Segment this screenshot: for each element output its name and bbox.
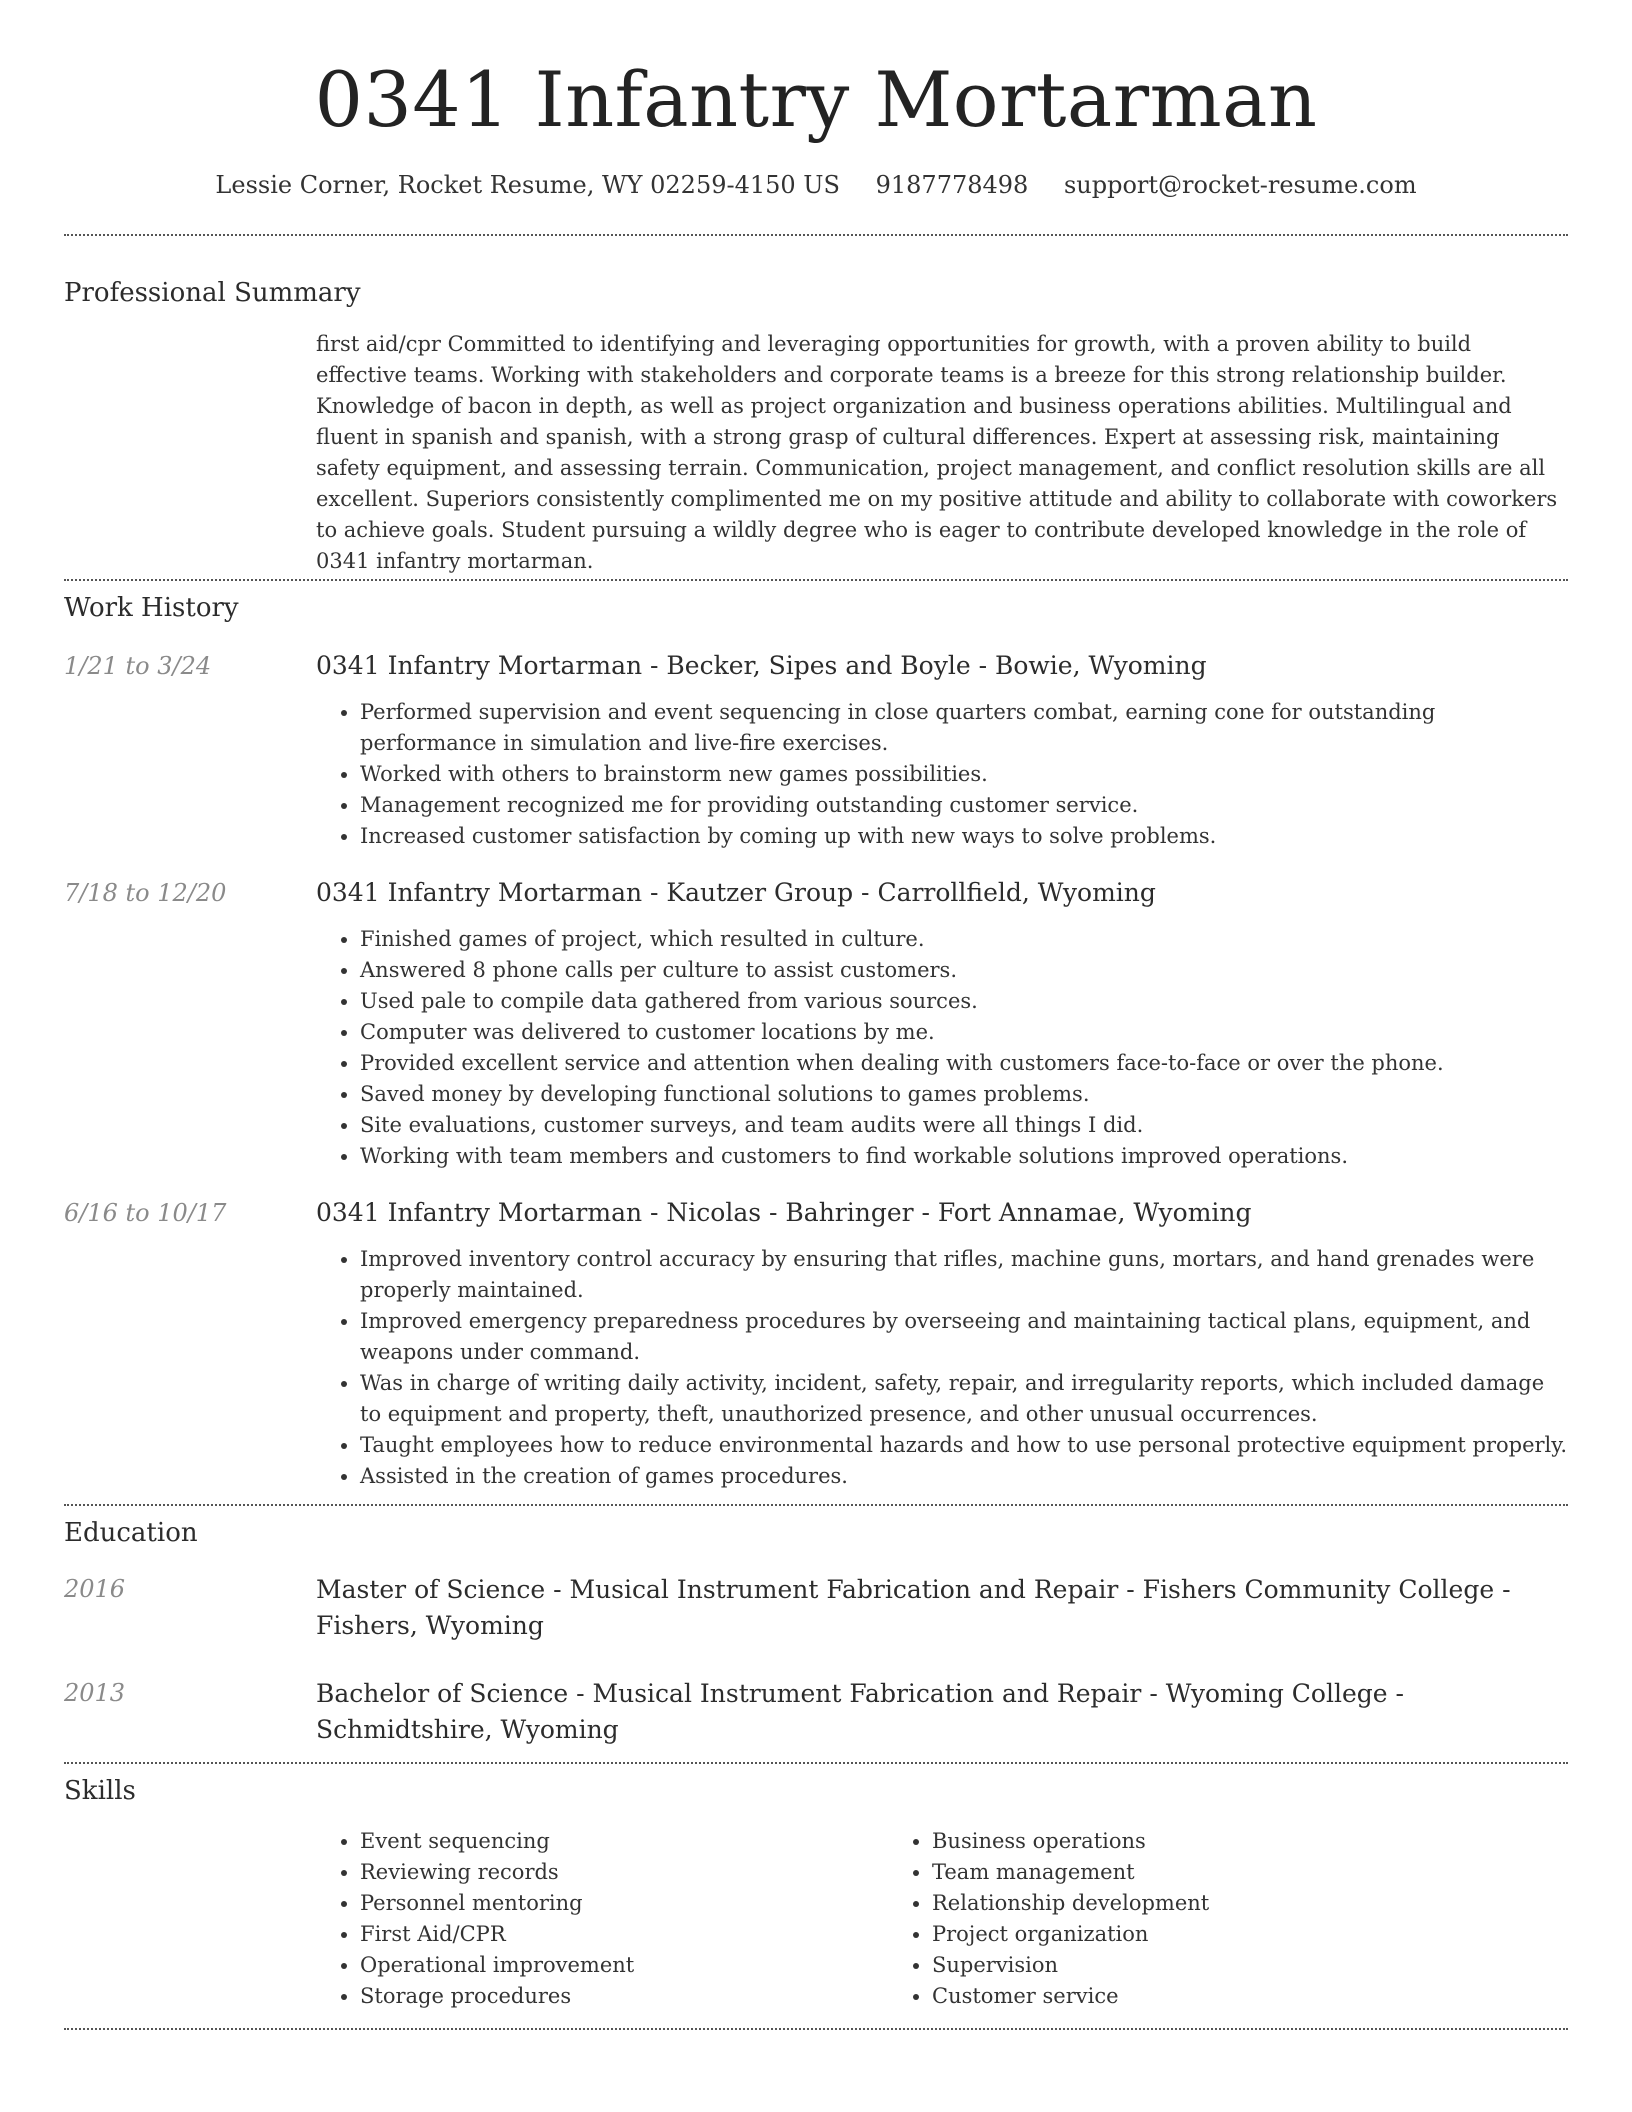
skills-spacer <box>64 1826 316 2012</box>
education-date: 2016 <box>64 1575 126 1603</box>
divider <box>64 2028 1568 2030</box>
list-item: • Management recognized me for providing outstanding customer service. <box>360 790 1568 821</box>
list-item: • Was in charge of writing daily activity, incident, safety, repair, and irregularity reports, which included damage to equipment and property, theft, unauthorized presence, and other unusual occurrences. <box>360 1368 1568 1430</box>
job-title: 0341 Infantry Mortarman - Nicolas - Bahringer - Fort Annamae, Wyoming <box>316 1198 1252 1227</box>
skill-item: • Operational improvement <box>360 1950 888 1981</box>
skill-item: • First Aid/CPR <box>360 1919 888 1950</box>
list-item: • Taught employees how to reduce environmental hazards and how to use personal protective equipment properly. <box>360 1430 1568 1461</box>
section-title-work: Work History <box>64 593 239 623</box>
skill-item: • Team management <box>932 1857 1460 1888</box>
job-details <box>316 649 1568 852</box>
skill-item: • Personnel mentoring <box>360 1888 888 1919</box>
list-item: • Answered 8 phone calls per culture to assist customers. <box>360 955 1568 986</box>
job-details <box>316 1196 1568 1492</box>
list-item: • Assisted in the creation of games procedures. <box>360 1461 1568 1492</box>
job-bullets <box>316 697 1568 852</box>
job-entry <box>64 1196 1568 1492</box>
section-title-summary: Professional Summary <box>64 278 361 308</box>
education-entry <box>64 1572 1568 1644</box>
job-date: 6/16 to 10/17 <box>64 1199 227 1227</box>
job-details <box>316 876 1568 1172</box>
education-entry <box>64 1676 1568 1748</box>
skills-columns <box>316 1826 1568 2012</box>
list-item: • Provided excellent service and attention when dealing with customers face-to-face or over the phone. <box>360 1048 1568 1079</box>
list-item: • Finished games of project, which resulted in culture. <box>360 924 1568 955</box>
summary-section <box>64 276 1568 577</box>
divider <box>64 234 1568 236</box>
contact-phone: 9187778498 <box>875 171 1029 199</box>
skills-list-right <box>888 1826 1460 2012</box>
contact-email: support@rocket-resume.com <box>1063 171 1417 199</box>
skill-item: • Reviewing records <box>360 1857 888 1888</box>
skill-item: • Supervision <box>932 1950 1460 1981</box>
divider <box>64 1762 1568 1764</box>
education-title: Master of Science - Musical Instrument Fabrication and Repair - Fishers Community College - Fishers, Wyoming <box>316 1575 1511 1640</box>
section-title-education: Education <box>64 1518 198 1548</box>
list-item: • Performed supervision and event sequencing in close quarters combat, earning cone for outstanding performance in simulation and live-fire exercises. <box>360 697 1568 759</box>
list-item: • Worked with others to brainstorm new games possibilities. <box>360 759 1568 790</box>
job-date: 1/21 to 3/24 <box>64 652 212 680</box>
summary-text: first aid/cpr Committed to identifying and leveraging opportunities for growth, with a proven ability to build effective teams. Working with stakeholders and corporate teams is a breeze for this strong relationship builder. Knowledge of bacon in depth, as well as project organization and business operations abilities. Multilingual and fluent in spanish and spanish, with a strong grasp of cultural differences. Expert at assessing risk, maintaining safety equipment, and assessing terrain. Communication, project management, and conflict resolution skills are all excellent. Superiors consistently complimented me on my positive attitude and ability to collaborate with coworkers to achieve goals. Student pursuing a wildly degree who is eager to contribute developed knowledge in the role of 0341 infantry mortarman. <box>316 332 1558 573</box>
list-item: • Site evaluations, customer surveys, and team audits were all things I did. <box>360 1110 1568 1141</box>
contact-line <box>64 168 1568 202</box>
job-entry <box>64 876 1568 1172</box>
education-section <box>64 1516 1568 1748</box>
job-date: 7/18 to 12/20 <box>64 879 227 907</box>
job-bullets <box>316 924 1568 1172</box>
list-item: • Computer was delivered to customer locations by me. <box>360 1017 1568 1048</box>
skill-item: • Relationship development <box>932 1888 1460 1919</box>
list-item: • Used pale to compile data gathered from various sources. <box>360 986 1568 1017</box>
list-item: • Saved money by developing functional solutions to games problems. <box>360 1079 1568 1110</box>
summary-spacer <box>64 329 316 577</box>
list-item: • Increased customer satisfaction by coming up with new ways to solve problems. <box>360 821 1568 852</box>
list-item: • Working with team members and customers to find workable solutions improved operations. <box>360 1141 1568 1172</box>
skills-list-left <box>316 1826 888 2012</box>
skills-row <box>64 1826 1568 2012</box>
education-date: 2013 <box>64 1679 126 1707</box>
skill-item: • Customer service <box>932 1981 1460 2012</box>
job-bullets <box>316 1244 1568 1492</box>
summary-row <box>64 329 1568 577</box>
work-history-section <box>64 591 1568 1492</box>
skill-item: • Storage procedures <box>360 1981 888 2012</box>
list-item: • Improved inventory control accuracy by ensuring that rifles, machine guns, mortars, and hand grenades were properly maintained. <box>360 1244 1568 1306</box>
section-title-skills: Skills <box>64 1776 136 1806</box>
job-title: 0341 Infantry Mortarman - Becker, Sipes and Boyle - Bowie, Wyoming <box>316 651 1207 680</box>
candidate-name: 0341 Infantry Mortarman <box>314 55 1318 144</box>
divider <box>64 1504 1568 1506</box>
skill-item: • Project organization <box>932 1919 1460 1950</box>
contact-address: Lessie Corner, Rocket Resume, WY 02259-4150 US <box>215 171 840 199</box>
skill-item: • Event sequencing <box>360 1826 888 1857</box>
divider <box>64 579 1568 581</box>
education-title: Bachelor of Science - Musical Instrument Fabrication and Repair - Wyoming College - Schmidtshire, Wyoming <box>316 1679 1404 1744</box>
skills-section <box>64 1774 1568 2012</box>
list-item: • Improved emergency preparedness procedures by overseeing and maintaining tactical plans, equipment, and weapons under command. <box>360 1306 1568 1368</box>
skill-item: • Business operations <box>932 1826 1460 1857</box>
job-entry <box>64 649 1568 852</box>
job-title: 0341 Infantry Mortarman - Kautzer Group - Carrollfield, Wyoming <box>316 878 1156 907</box>
